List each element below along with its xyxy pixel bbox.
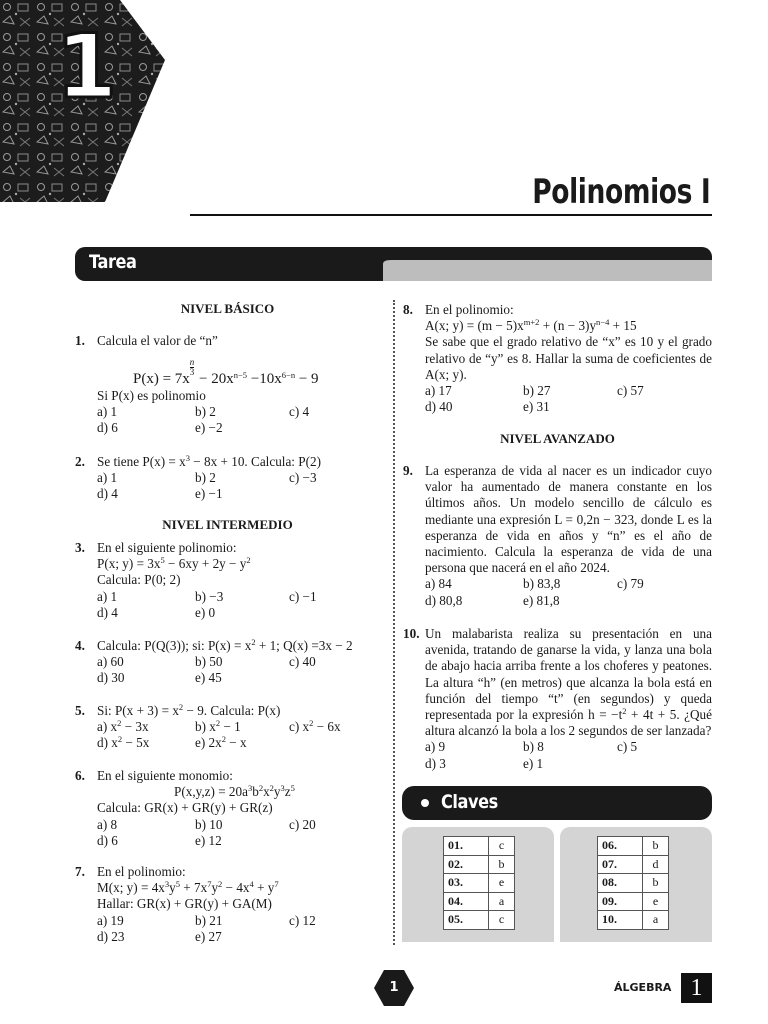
option-a: a) 1 [97, 588, 118, 604]
option-a: a) 19 [97, 912, 124, 928]
question-text: Calcula: P(0; 2) [97, 572, 181, 588]
answer-row: 10. a [598, 911, 669, 930]
option-b: b) 8 [523, 739, 544, 755]
option-d: d) 6 [97, 832, 118, 848]
level-intermediate: NIVEL INTERMEDIO [162, 517, 293, 532]
question-number: 3. [75, 540, 85, 555]
title-rule [190, 214, 712, 216]
option-e: e) 81,8 [523, 592, 560, 608]
option-b: b) −3 [195, 588, 224, 604]
option-d: d) 4 [97, 604, 118, 620]
question-number: 8. [403, 302, 413, 317]
option-d: d) 4 [97, 486, 118, 502]
answer-table-right [597, 836, 669, 930]
option-b: b) 2 [195, 404, 216, 420]
option-c: c) 4 [289, 404, 310, 420]
column-divider [393, 300, 395, 945]
option-e: e) $2x^2 - x$ [195, 734, 247, 751]
option-c: c) 57 [617, 383, 644, 399]
option-b: b) 50 [195, 654, 223, 670]
subject-label: ÁLGEBRA [614, 981, 672, 994]
answer-row: 06. b [598, 837, 669, 856]
option-e: e) −1 [195, 486, 223, 502]
option-a: a) $x^2 - 3x$ [97, 718, 149, 735]
option-e: e) 31 [523, 399, 550, 415]
question-number: 1. [75, 333, 85, 348]
option-d: d) 30 [97, 670, 125, 686]
option-b: b) $x^2 - 1$ [195, 718, 241, 735]
option-c: c) −1 [289, 588, 317, 604]
question-text: Si: $P(x + 3) = x^2 - 9$. Calcula: P(x) [97, 702, 281, 718]
answer-row: 07. d [598, 855, 669, 874]
question-7 [75, 864, 380, 945]
question-text: Calcula el valor de “n” [97, 333, 218, 348]
question-text: Se tiene $P(x) = x^3 - 8x + 10$. Calcula: P(2) [97, 453, 321, 469]
level-advanced: NIVEL AVANZADO [500, 431, 615, 446]
question-1 [75, 333, 380, 349]
option-a: a) 84 [425, 576, 452, 592]
question-1-options [97, 388, 380, 437]
answer-table-left [443, 836, 515, 930]
answer-row: 01. c [444, 837, 515, 856]
option-d: d) 6 [97, 420, 118, 436]
answer-row: 08. b [598, 874, 669, 893]
option-a: a) 1 [97, 404, 118, 420]
question-number: 7. [75, 864, 85, 879]
option-d: d) 80,8 [425, 592, 463, 608]
tarea-banner [75, 247, 712, 281]
option-d: d) 40 [425, 399, 453, 415]
answer-row: 03. e [444, 874, 515, 893]
option-c: c) 12 [289, 912, 316, 928]
unit-number: 1 [681, 973, 712, 1003]
question-number: 6. [75, 768, 85, 783]
question-formula: $P(x,y,z) = 20a^3b^2x^2y^3z^5$ [174, 783, 295, 800]
answer-row: 09. e [598, 892, 669, 911]
question-number: 2. [75, 454, 85, 469]
option-e: e) 0 [195, 604, 216, 620]
question-6 [75, 768, 380, 849]
option-d: d) $x^2 - 5x$ [97, 734, 150, 751]
option-a: a) 9 [425, 739, 446, 755]
question-3 [75, 540, 380, 621]
question-text: En el polinomio: [97, 864, 186, 879]
section-label: Tarea [89, 251, 137, 273]
answer-row: 02. b [444, 855, 515, 874]
question-5 [75, 703, 380, 752]
option-a: a) 60 [97, 654, 124, 670]
option-a: a) 17 [425, 383, 452, 399]
question-condition: Si P(x) es polinomio [97, 388, 206, 403]
option-e: e) −2 [195, 420, 223, 436]
question-formula: M(x; $y) = 4x^3y^5 + 7x^7y^2 - 4x^4 + y^7$ [97, 879, 279, 896]
option-c: c) 79 [617, 576, 644, 592]
claves-label: Claves [441, 791, 498, 813]
option-e: e) 27 [195, 928, 222, 944]
option-e: e) 45 [195, 670, 222, 686]
question-number: 10. [403, 626, 420, 641]
question-text: Un malabarista realiza su presentación en una avenida, tratando de ganarse la vida, y lanza una bola de abajo hacia arriba frente a los choferes y peatones. La altura “h” (en metros) que alcanza la bola está en función del tiempo “t” (en segundos) y queda representada por la expresión $h = -t^2 + 4t + 5$. ¿Qué altura alcanzó la bola a los 2 segundos de ser lanzada? [425, 626, 712, 739]
option-c: c) 5 [617, 739, 638, 755]
chapter-number: 1 [56, 15, 117, 118]
question-2 [75, 454, 380, 503]
option-e: e) 1 [523, 755, 544, 771]
question-text: En el polinomio: [425, 302, 514, 317]
option-a: a) 1 [97, 470, 118, 486]
page-title: Polinomios I [531, 172, 710, 212]
question-text: Calcula: GR(x) + GR(y) + GR(z) [97, 800, 273, 816]
option-c: c) 40 [289, 654, 316, 670]
question-formula: P(x; $y) = 3x^5 - 6xy + 2y - y^2$ [97, 555, 251, 572]
option-c: c) −3 [289, 470, 317, 486]
option-a: a) 8 [97, 816, 118, 832]
question-number: 9. [403, 463, 413, 478]
question-9 [403, 463, 712, 609]
answer-row: 05. c [444, 911, 515, 930]
option-b: b) 2 [195, 470, 216, 486]
option-c: c) $x^2 - 6x$ [289, 718, 341, 735]
question-text: Calcula: P(Q(3)); si: $P(x) = x^2 + 1$; Q(x) =3x − 2 [97, 637, 353, 653]
question-text: Se sabe que el grado relativo de “x” es 10 y el grado relativo de “y” es 8. Hallar la suma de coeficientes de A(x; y). [425, 334, 712, 382]
question-number: 5. [75, 703, 85, 718]
option-b: b) 10 [195, 816, 223, 832]
question-4 [75, 638, 385, 687]
question-10 [403, 626, 712, 772]
option-c: c) 20 [289, 816, 316, 832]
level-basic: NIVEL BÁSICO [180, 301, 275, 316]
option-d: d) 3 [425, 755, 446, 771]
page-number: 1 [389, 980, 399, 995]
question-number: 4. [75, 638, 85, 653]
question-text: En el siguiente monomio: [97, 768, 233, 783]
option-b: b) 21 [195, 912, 223, 928]
option-d: d) 23 [97, 928, 125, 944]
option-b: b) 27 [523, 383, 551, 399]
answer-row: 04. a [444, 892, 515, 911]
question-8 [403, 302, 712, 415]
question-text: Hallar: GR(x) + GR(y) + GA(M) [97, 896, 272, 912]
question-text: En el siguiente polinomio: [97, 540, 237, 555]
q1-formula: P(x) = 7x $\frac{n}{3}$ − $20x^{n-5} -10x^{6-n} - 9$ [133, 357, 319, 387]
question-text: La esperanza de vida al nacer es un indicador cuyo valor ha aumentado de manera constante en los últimos años. Un modelo sencillo de cálculo es mediante una expresión L = 0,2n − 323, donde L es la esperanza de vida en años y “n” es el año de nacimiento. Calcula la esperanza de vida de una persona que nacerá en el año 2024. [425, 463, 712, 576]
option-b: b) 83,8 [523, 576, 561, 592]
question-formula: A(x; $y) = (m - 5)x^{m+2} + (n - 3)y^{n-4} + 15$ [425, 317, 637, 334]
option-e: e) 12 [195, 832, 222, 848]
